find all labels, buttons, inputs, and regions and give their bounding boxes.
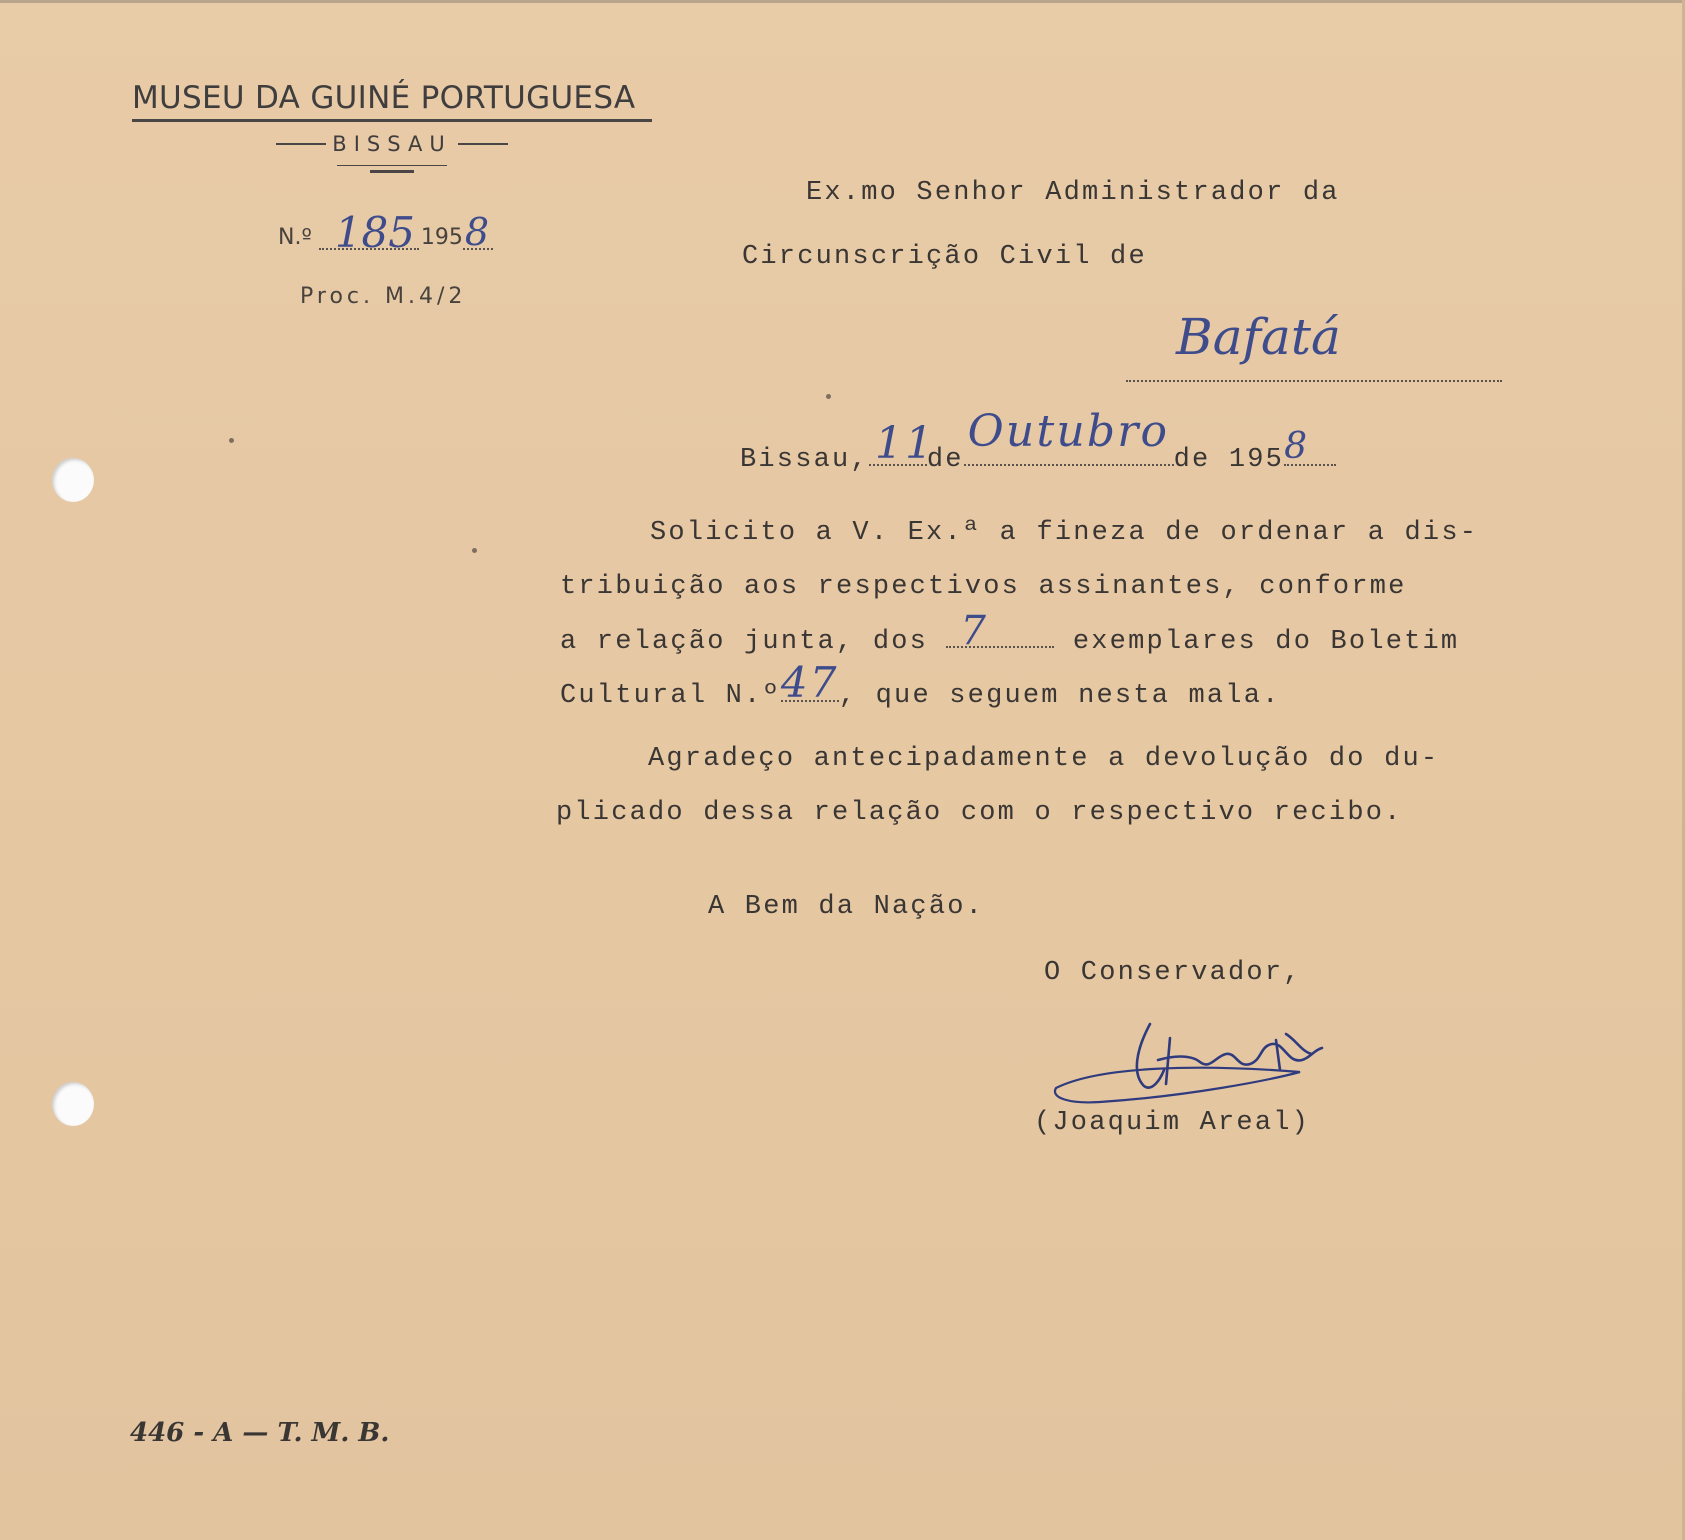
signature-title: O Conservador, xyxy=(1044,958,1302,988)
letterhead-rule xyxy=(337,165,447,166)
punch-hole-bottom xyxy=(52,1082,94,1126)
year-field-date xyxy=(1284,426,1336,467)
body-line-3a: a relação junta, dos xyxy=(560,627,929,657)
paper-spot xyxy=(826,394,831,399)
handwritten-place: Bafatá xyxy=(1176,308,1341,366)
place-dotted-line xyxy=(1126,380,1502,382)
body-line-4 xyxy=(560,658,1281,711)
city-line xyxy=(132,132,652,156)
bulletin-number-field xyxy=(780,658,839,707)
letterhead xyxy=(132,80,652,173)
addressee-line-1: Ex.mo Senhor Administrador da xyxy=(806,178,1340,208)
number-prefix: N.º xyxy=(278,225,312,250)
year-prefix: 195 xyxy=(420,225,463,250)
handwritten-year: 8 xyxy=(464,210,490,254)
date-de-2: de 195 xyxy=(1173,445,1285,475)
letterhead-rule-short xyxy=(370,170,414,173)
dash-left xyxy=(276,143,326,145)
addressee-line-2: Circunscrição Civil de xyxy=(742,242,1147,272)
day-field xyxy=(869,418,936,469)
body-line-3b: exemplares do Boletim xyxy=(1072,627,1460,657)
number-field xyxy=(319,208,419,257)
paper-spot xyxy=(472,548,477,553)
body-line-4a: Cultural N.º xyxy=(560,681,781,711)
body-line-6: plicado dessa relação com o respectivo recibo. xyxy=(556,798,1403,828)
process-reference: Proc. M.4/2 xyxy=(300,284,467,309)
museum-name: MUSEU DA GUINÉ PORTUGUESA xyxy=(132,80,652,122)
copies-field xyxy=(946,608,1054,654)
body-line-1: Solicito a V. Ex.ª a fineza de ordenar a dis- xyxy=(650,518,1479,548)
handwritten-date-year: 8 xyxy=(1284,426,1310,467)
signatory-name: (Joaquim Areal) xyxy=(1034,1108,1311,1138)
punch-hole-top xyxy=(52,458,94,502)
date-city: Bissau, xyxy=(740,445,869,475)
body-line-3 xyxy=(560,608,1460,657)
paper-spot xyxy=(229,438,234,443)
handwritten-bulletin-number: 47 xyxy=(780,658,839,707)
handwritten-month: Outubro xyxy=(967,406,1170,457)
date-line xyxy=(740,406,1336,475)
paper-top-edge xyxy=(0,0,1685,3)
year-field xyxy=(463,210,493,254)
closing-phrase: A Bem da Nação. xyxy=(708,892,985,922)
city-name: BISSAU xyxy=(332,132,452,156)
handwritten-day: 11 xyxy=(874,418,936,469)
body-line-2: tribuição aos respectivos assinantes, conforme xyxy=(560,572,1407,602)
handwritten-number: 185 xyxy=(334,208,415,257)
form-code: 446 - A — T. M. B. xyxy=(130,1418,390,1448)
month-field xyxy=(964,406,1174,466)
handwritten-copies: 7 xyxy=(960,608,989,654)
handwritten-signature xyxy=(1040,1010,1360,1110)
reference-number xyxy=(278,208,493,257)
body-line-4b: , que seguem nesta mala. xyxy=(838,681,1281,711)
body-line-5: Agradeço antecipadamente a devolução do du- xyxy=(648,744,1440,774)
dash-right xyxy=(458,143,508,145)
date-de-1: de xyxy=(926,445,964,475)
